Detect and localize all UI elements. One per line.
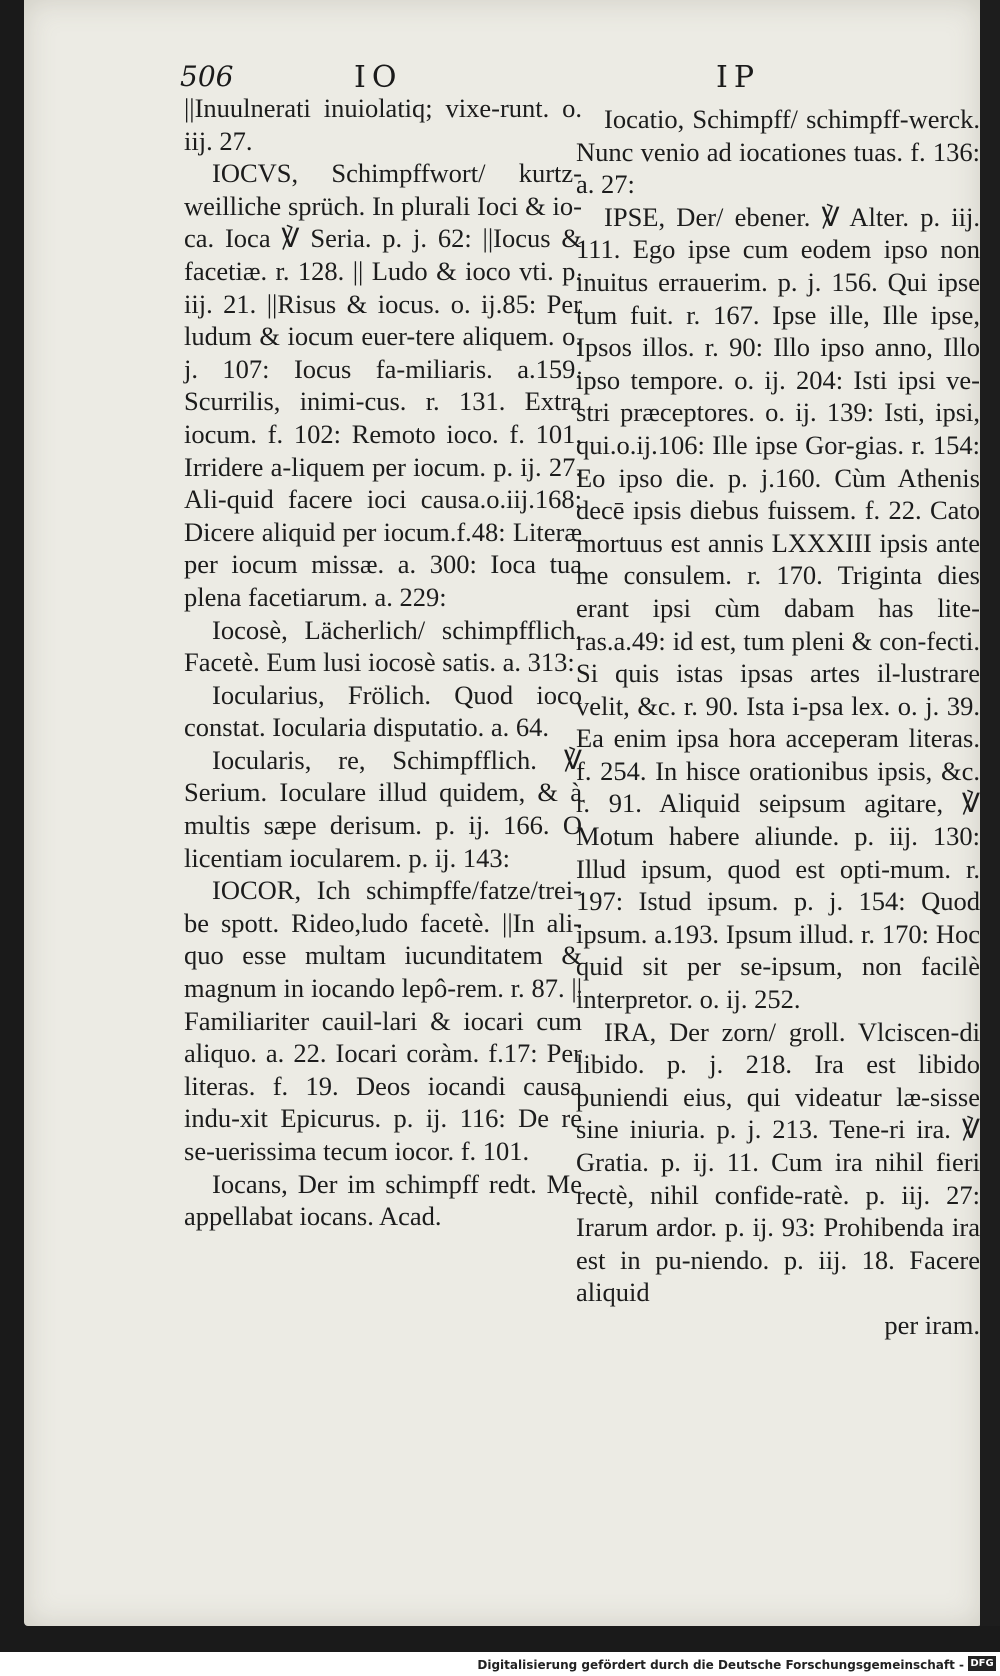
page-edge-shadow [980, 0, 1000, 1626]
running-header-left: IO [354, 60, 403, 95]
entry-iocularis: Iocularis, re, Schimpfflich. ℣ Serium. Ioculare illud quidem, & à multis sæpe derisum. p. ij. 166. O licentiam iocularem. p. ij. 143: [184, 744, 582, 873]
entry-iocose: Iocosè, Lächerlich/ schimpfflich. Facetè. Eum lusi iocosè satis. a. 313: [184, 614, 582, 678]
entry-ira-tail: per iram. [884, 1309, 980, 1340]
footer-credit: Digitalisierung gefördert durch die Deutsche Forschungsgemeinschaft - [477, 1658, 964, 1672]
entry-iocor: IOCOR, Ich schimpffe/fatze/trei-be spott. Rideo,ludo facetè. ||In ali-quo esse multam iucunditatem & magnum in iocando lepô-rem. r. 87. || Familiariter cauil-lari & iocari cum aliquo. a. 22. Iocari coràm. f.17: Per literas. f. 19. Deos iocandi causa indu-xit Epicurus. p. ij. 116: De re se-uerissima tecum iocor. f. 101. [184, 875, 582, 1166]
entry-iocus: IOCVS, Schimpffwort/ kurtz-weilliche sprüch. In plurali Ioci & io-ca. Ioca ℣ Seria. p. j. 62: ||Iocus & facetiæ. r. 128. || Ludo & ioco vti. p. iij. 21. ||Risus & iocus. o. ij.85: Per ludum & iocum euer-tere aliquem. o. j. 107: Iocus fa-miliaris. a.159. Scurrilis, inimi-cus. r. 131. Extra iocum. f. 102: Remoto ioco. f. 101. Irridere a-liquem per iocum. p. ij. 27. Ali-quid facere ioci causa.o.iij.168: Dicere aliquid per iocum.f.48: Literæ per iocum missæ. a. 300: Ioca tua plena facetiarum. a. 229: [184, 158, 582, 612]
left-column [184, 92, 582, 1233]
book-page [24, 0, 982, 1626]
page-number: 506 [180, 60, 234, 93]
footer-bar [0, 1652, 1000, 1676]
entry-iocans: Iocans, Der im schimpff redt. Me appellabat iocans. Acad. [184, 1168, 582, 1232]
entry-ira: IRA, Der zorn/ groll. Vlciscen-di libido. p. j. 218. Ira est libido puniendi eius, qui videatur læ-sisse sine iniuria. p. j. 213. Tene-ri ira. ℣ Gratia. p. ij. 11. Cum ira nihil fieri rectè, nihil confide-ratè. p. iij. 27: Irarum ardor. p. ij. 93: Prohibenda ira est in pu-niendo. p. iij. 18. Facere aliquid [576, 1016, 980, 1308]
dfg-logo: DFG [968, 1656, 996, 1671]
running-header-right: IP [716, 60, 761, 95]
entry-inuulnerati: ||Inuulnerati inuiolatiq; vixe-runt. o. iij. 27. [184, 93, 582, 156]
entry-iocularius: Iocularius, Frölich. Quod ioco constat. Iocularia disputatio. a. 64. [184, 679, 582, 743]
right-column [576, 103, 980, 1342]
entry-ipse: IPSE, Der/ ebener. ℣ Alter. p. iij. 111. Ego ipse cum eodem ipso non inuitus errauerim. p. j. 156. Qui ipse tum fuit. r. 167. Ipse ille, Ille ipse, Ipsos illos. r. 90: Illo ipso anno, Illo ipso tempore. o. ij. 204: Isti ipsi ve-stri præceptores. o. ij. 139: Isti, ipsi, qui.o.ij.106: Ille ipse Gor-gias. r. 154: Eo ipso die. p. j.160. Cùm Athenis decē ipsis diebus fuissem. f. 22. Cato mortuus est annis LXXXIII ipsis ante me consulem. r. 170. Triginta dies erant ipsi cùm dabam has lite-ras.a.49: id est, tum pleni & con-fecti. Si quis istas ipsas artes il-lustrare velit, &c. r. 90. Ista i-psa lex. o. j. 39. Ea enim ipsa hora acceperam literas. f. 254. In hisce orationibus ipsis, &c. r. 91. Aliquid seipsum agitare, ℣ Motum habere aliunde. p. iij. 130: Illud ipsum, quod est opti-mum. r. 197: Istud ipsum. p. j. 154: Quod ipsum. a.193. Ipsum illud. r. 170: Hoc quid sit per se-ipsum, non facilè interpretor. o. ij. 252. [576, 201, 980, 1015]
entry-iocatio: Iocatio, Schimpff/ schimpff-werck. Nunc venio ad iocationes tuas. f. 136: a. 27: [576, 104, 980, 200]
